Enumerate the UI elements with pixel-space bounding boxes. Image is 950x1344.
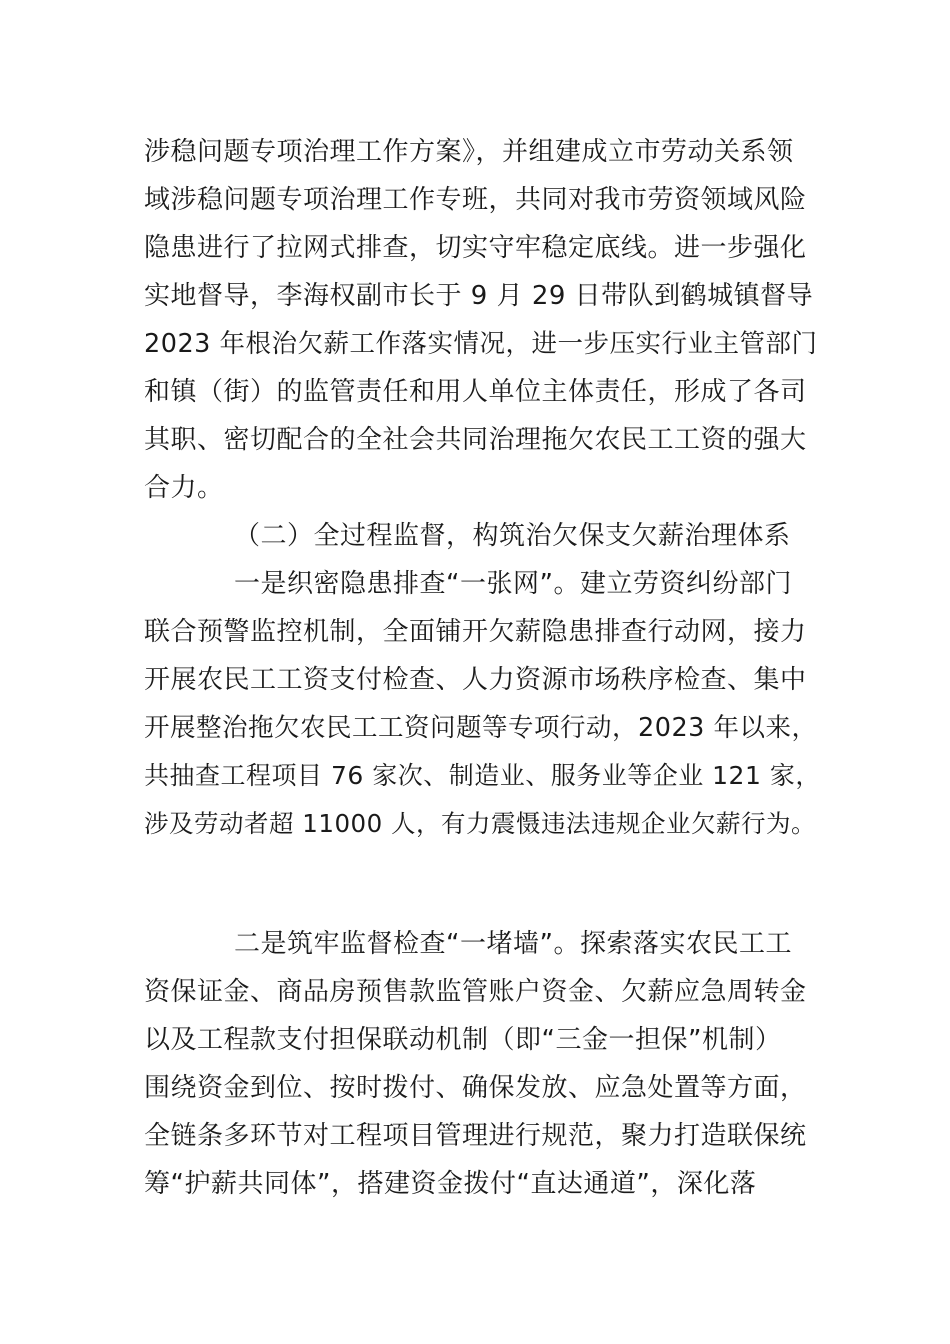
paragraph-1-line: 域涉稳问题专项治理工作专班，共同对我市劳资领域风险 xyxy=(144,185,807,215)
paragraph-2-line: 共抽查工程项目 76 家次、制造业、服务业等企业 121 家， xyxy=(144,761,821,790)
paragraph-1-line: 其职、密切配合的全社会共同治理拖欠农民工工资的强大 xyxy=(144,425,807,455)
paragraph-3-line: 全链条多环节对工程项目管理进行规范，聚力打造联保统 xyxy=(144,1121,807,1151)
paragraph-3-line: 二是筑牢监督检查“一堵墙”。探索落实农民工工 xyxy=(234,929,792,959)
paragraph-3-line: 资保证金、商品房预售款监管账户资金、欠薪应急周转金 xyxy=(144,977,807,1007)
paragraph-1-line: 涉稳问题专项治理工作方案》，并组建成立市劳动关系领 xyxy=(144,137,794,167)
paragraph-1-line: 和镇（街）的监管责任和用人单位主体责任，形成了各司 xyxy=(144,377,807,407)
paragraph-1-line: 实地督导，李海权副市长于 9 月 29 日带队到鹤城镇督导 xyxy=(144,281,814,311)
paragraph-1-line: 合力。 xyxy=(144,473,224,503)
paragraph-2-line: 开展整治拖欠农民工工资问题等专项行动，2023 年以来， xyxy=(144,713,818,743)
paragraph-1-line: 2023 年根治欠薪工作落实情况，进一步压实行业主管部门 xyxy=(144,329,818,359)
paragraph-2-line: 联合预警监控机制，全面铺开欠薪隐患排查行动网，接力 xyxy=(144,617,807,647)
paragraph-2-line: 开展农民工工资支付检查、人力资源市场秩序检查、集中 xyxy=(144,665,807,695)
paragraph-3-line: 筹“护薪共同体”，搭建资金拨付“直达通道”，深化落 xyxy=(144,1169,757,1199)
paragraph-3-line: 围绕资金到位、按时拨付、确保发放、应急处置等方面， xyxy=(144,1073,807,1103)
paragraph-2-line: 一是织密隐患排查“一张网”。建立劳资纠纷部门 xyxy=(234,569,792,599)
paragraph-1-line: 隐患进行了拉网式排查，切实守牢稳定底线。进一步强化 xyxy=(144,233,807,263)
section-heading: （二）全过程监督，构筑治欠保支欠薪治理体系 xyxy=(234,521,791,551)
paragraph-2-line: 涉及劳动者超 11000 人，有力震慑违法违规企业欠薪行为。 xyxy=(144,809,817,838)
paragraph-3-line: 以及工程款支付担保联动机制（即“三金一担保”机制） xyxy=(144,1025,782,1055)
